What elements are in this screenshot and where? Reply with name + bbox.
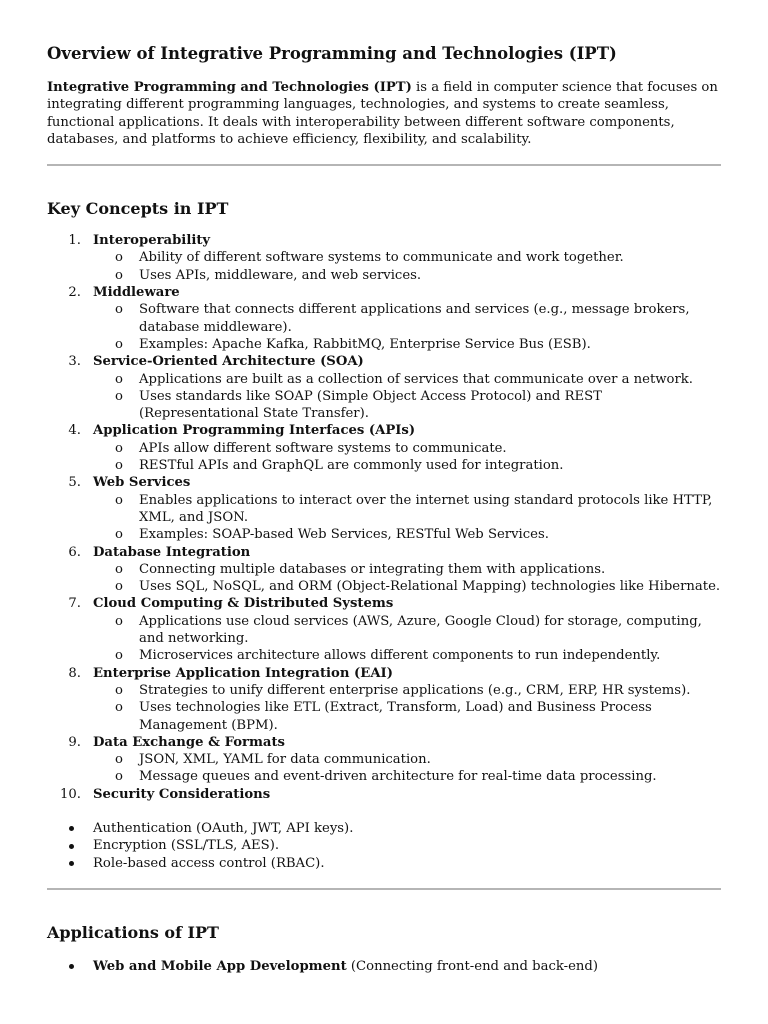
intro-text: is a field in computer science that focuses on integrating different programming languages, technologies, and systems to create seamless, functional applications. It deals with interoperability between different software components, databases, and platforms to achieve efficiency, flexibility, and scalability. — [47, 80, 718, 147]
sub-item-text: Connecting multiple databases or integrating them with applications. — [139, 561, 606, 577]
concept-number: 4. — [68, 423, 81, 439]
concept-item — [47, 422, 721, 474]
sub-bullet-marker: o — [115, 527, 123, 543]
sub-bullet-marker: o — [115, 492, 123, 508]
sub-bullet-marker: o — [115, 613, 123, 629]
concept-sub-item — [93, 267, 721, 284]
concept-name: Interoperability — [93, 233, 211, 249]
sub-bullet-marker: o — [115, 336, 123, 352]
concept-number: 5. — [68, 475, 81, 491]
sub-item-text: Uses technologies like ETL (Extract, Transform, Load) and Business Process Management (BPM). — [139, 700, 652, 733]
concept-sub-item — [93, 647, 721, 664]
sub-item-text: Applications use cloud services (AWS, Azure, Google Cloud) for storage, computing, and networking. — [139, 613, 702, 647]
concept-item — [47, 665, 721, 734]
concept-sub-item — [93, 699, 721, 734]
concept-sub-item — [93, 440, 721, 457]
sub-item-text: Strategies to unify different enterprise applications (e.g., CRM, ERP, HR systems). — [139, 682, 691, 698]
security-bullet-item — [47, 820, 721, 837]
sub-item-text: Message queues and event-driven architecture for real-time data processing. — [139, 769, 657, 785]
applications-list — [47, 958, 721, 975]
sub-bullet-marker: o — [115, 371, 123, 387]
concept-number: 7. — [68, 596, 81, 612]
intro-term: Integrative Programming and Technologies (IPT) — [47, 80, 412, 95]
intro-paragraph — [47, 79, 721, 148]
concept-sub-list — [93, 682, 721, 734]
concept-sub-list — [93, 751, 721, 786]
sub-item-text: Examples: SOAP-based Web Services, RESTful Web Services. — [139, 527, 549, 543]
security-bullet-list — [47, 820, 721, 872]
concept-name: Cloud Computing & Distributed Systems — [93, 596, 394, 612]
concept-sub-item — [93, 492, 721, 527]
sub-item-text: Uses SQL, NoSQL, and ORM (Object-Relational Mapping) technologies like Hibernate. — [139, 579, 721, 595]
concept-number: 1. — [68, 233, 81, 249]
concept-sub-item — [93, 371, 721, 388]
sub-bullet-marker: o — [115, 267, 123, 283]
concept-name: Middleware — [93, 285, 180, 301]
concept-sub-item — [93, 682, 721, 699]
bullet-text: Authentication (OAuth, JWT, API keys). — [93, 820, 354, 836]
concept-item — [47, 544, 721, 596]
concept-sub-item — [93, 301, 721, 336]
concept-sub-list — [93, 613, 721, 665]
sub-item-text: Applications are built as a collection of services that communicate over a network. — [139, 371, 693, 387]
concept-item — [47, 353, 721, 422]
sub-bullet-marker: o — [115, 440, 123, 456]
concept-sub-list — [93, 249, 721, 284]
concept-sub-item — [93, 336, 721, 353]
application-item — [47, 958, 721, 975]
concept-item — [47, 786, 721, 803]
concept-name: Database Integration — [93, 544, 251, 560]
page-title: Overview of Integrative Programming and Technologies (IPT) — [47, 44, 617, 63]
application-term: Web and Mobile App Development — [93, 958, 347, 974]
concept-number: 8. — [68, 665, 81, 681]
sub-item-text: Microservices architecture allows different components to run independently. — [139, 648, 661, 664]
sub-bullet-marker: o — [115, 250, 123, 266]
concept-number: 10. — [60, 786, 81, 802]
bullet-dot — [69, 826, 74, 831]
sub-item-text: Enables applications to interact over the internet using standard protocols like HTTP, XML, and JSON. — [139, 492, 713, 525]
sub-item-text: JSON, XML, YAML for data communication. — [139, 752, 431, 768]
concept-item — [47, 734, 721, 786]
concept-name: Security Considerations — [93, 786, 271, 802]
sub-bullet-marker: o — [115, 769, 123, 785]
concept-name: Web Services — [93, 475, 191, 491]
sub-bullet-marker: o — [115, 302, 123, 318]
concept-sub-list — [93, 440, 721, 475]
sub-item-text: Uses APIs, middleware, and web services. — [139, 267, 422, 283]
concept-sub-list — [93, 561, 721, 596]
sub-item-text: Uses standards like SOAP (Simple Object Access Protocol) and REST (Representational State Transfer). — [139, 388, 602, 422]
security-bullet-item — [47, 855, 721, 872]
sub-bullet-marker: o — [115, 561, 123, 577]
concept-name: Enterprise Application Integration (EAI) — [93, 665, 393, 681]
concept-item — [47, 284, 721, 353]
section-divider — [47, 164, 721, 166]
security-bullet-item — [47, 837, 721, 854]
sub-bullet-marker: o — [115, 648, 123, 664]
concept-item — [47, 232, 721, 284]
sub-bullet-marker: o — [115, 752, 123, 768]
concept-sub-item — [93, 388, 721, 423]
sub-item-text: RESTful APIs and GraphQL are commonly used for integration. — [139, 458, 564, 474]
concept-sub-item — [93, 526, 721, 543]
concept-sub-item — [93, 751, 721, 768]
concept-sub-list — [93, 371, 721, 423]
section-divider — [47, 888, 721, 890]
concept-sub-item — [93, 457, 721, 474]
concept-name: Application Programming Interfaces (APIs) — [93, 423, 416, 439]
application-detail: (Connecting front-end and back-end) — [346, 958, 598, 974]
concept-sub-item — [93, 249, 721, 266]
sub-item-text: Software that connects different applications and services (e.g., message brokers, database middleware). — [139, 302, 690, 335]
concept-item — [47, 474, 721, 543]
key-concepts-heading: Key Concepts in IPT — [47, 199, 229, 219]
bullet-text: Encryption (SSL/TLS, AES). — [93, 838, 280, 854]
applications-heading: Applications of IPT — [47, 922, 219, 942]
concept-number: 2. — [68, 285, 81, 301]
sub-item-text: Ability of different software systems to communicate and work together. — [139, 250, 624, 266]
concept-sub-list — [93, 301, 721, 353]
sub-bullet-marker: o — [115, 579, 123, 595]
concept-number: 3. — [68, 354, 81, 370]
sub-item-text: APIs allow different software systems to communicate. — [139, 440, 507, 456]
sub-item-text: Examples: Apache Kafka, RabbitMQ, Enterprise Service Bus (ESB). — [139, 336, 591, 352]
concept-name: Service-Oriented Architecture (SOA) — [93, 354, 364, 370]
concept-number: 9. — [68, 734, 81, 750]
concept-name: Data Exchange & Formats — [93, 734, 285, 750]
sub-bullet-marker: o — [115, 388, 123, 404]
concept-item — [47, 595, 721, 664]
key-concepts-list — [47, 232, 721, 803]
bullet-dot — [69, 964, 74, 969]
sub-bullet-marker: o — [115, 682, 123, 698]
concept-sub-item — [93, 613, 721, 648]
concept-sub-item — [93, 578, 721, 595]
concept-sub-item — [93, 768, 721, 785]
concept-sub-item — [93, 561, 721, 578]
bullet-dot — [69, 861, 74, 866]
sub-bullet-marker: o — [115, 458, 123, 474]
bullet-dot — [69, 844, 74, 849]
concept-number: 6. — [68, 544, 81, 560]
bullet-text: Role-based access control (RBAC). — [93, 855, 325, 871]
sub-bullet-marker: o — [115, 700, 123, 716]
concept-sub-list — [93, 492, 721, 544]
